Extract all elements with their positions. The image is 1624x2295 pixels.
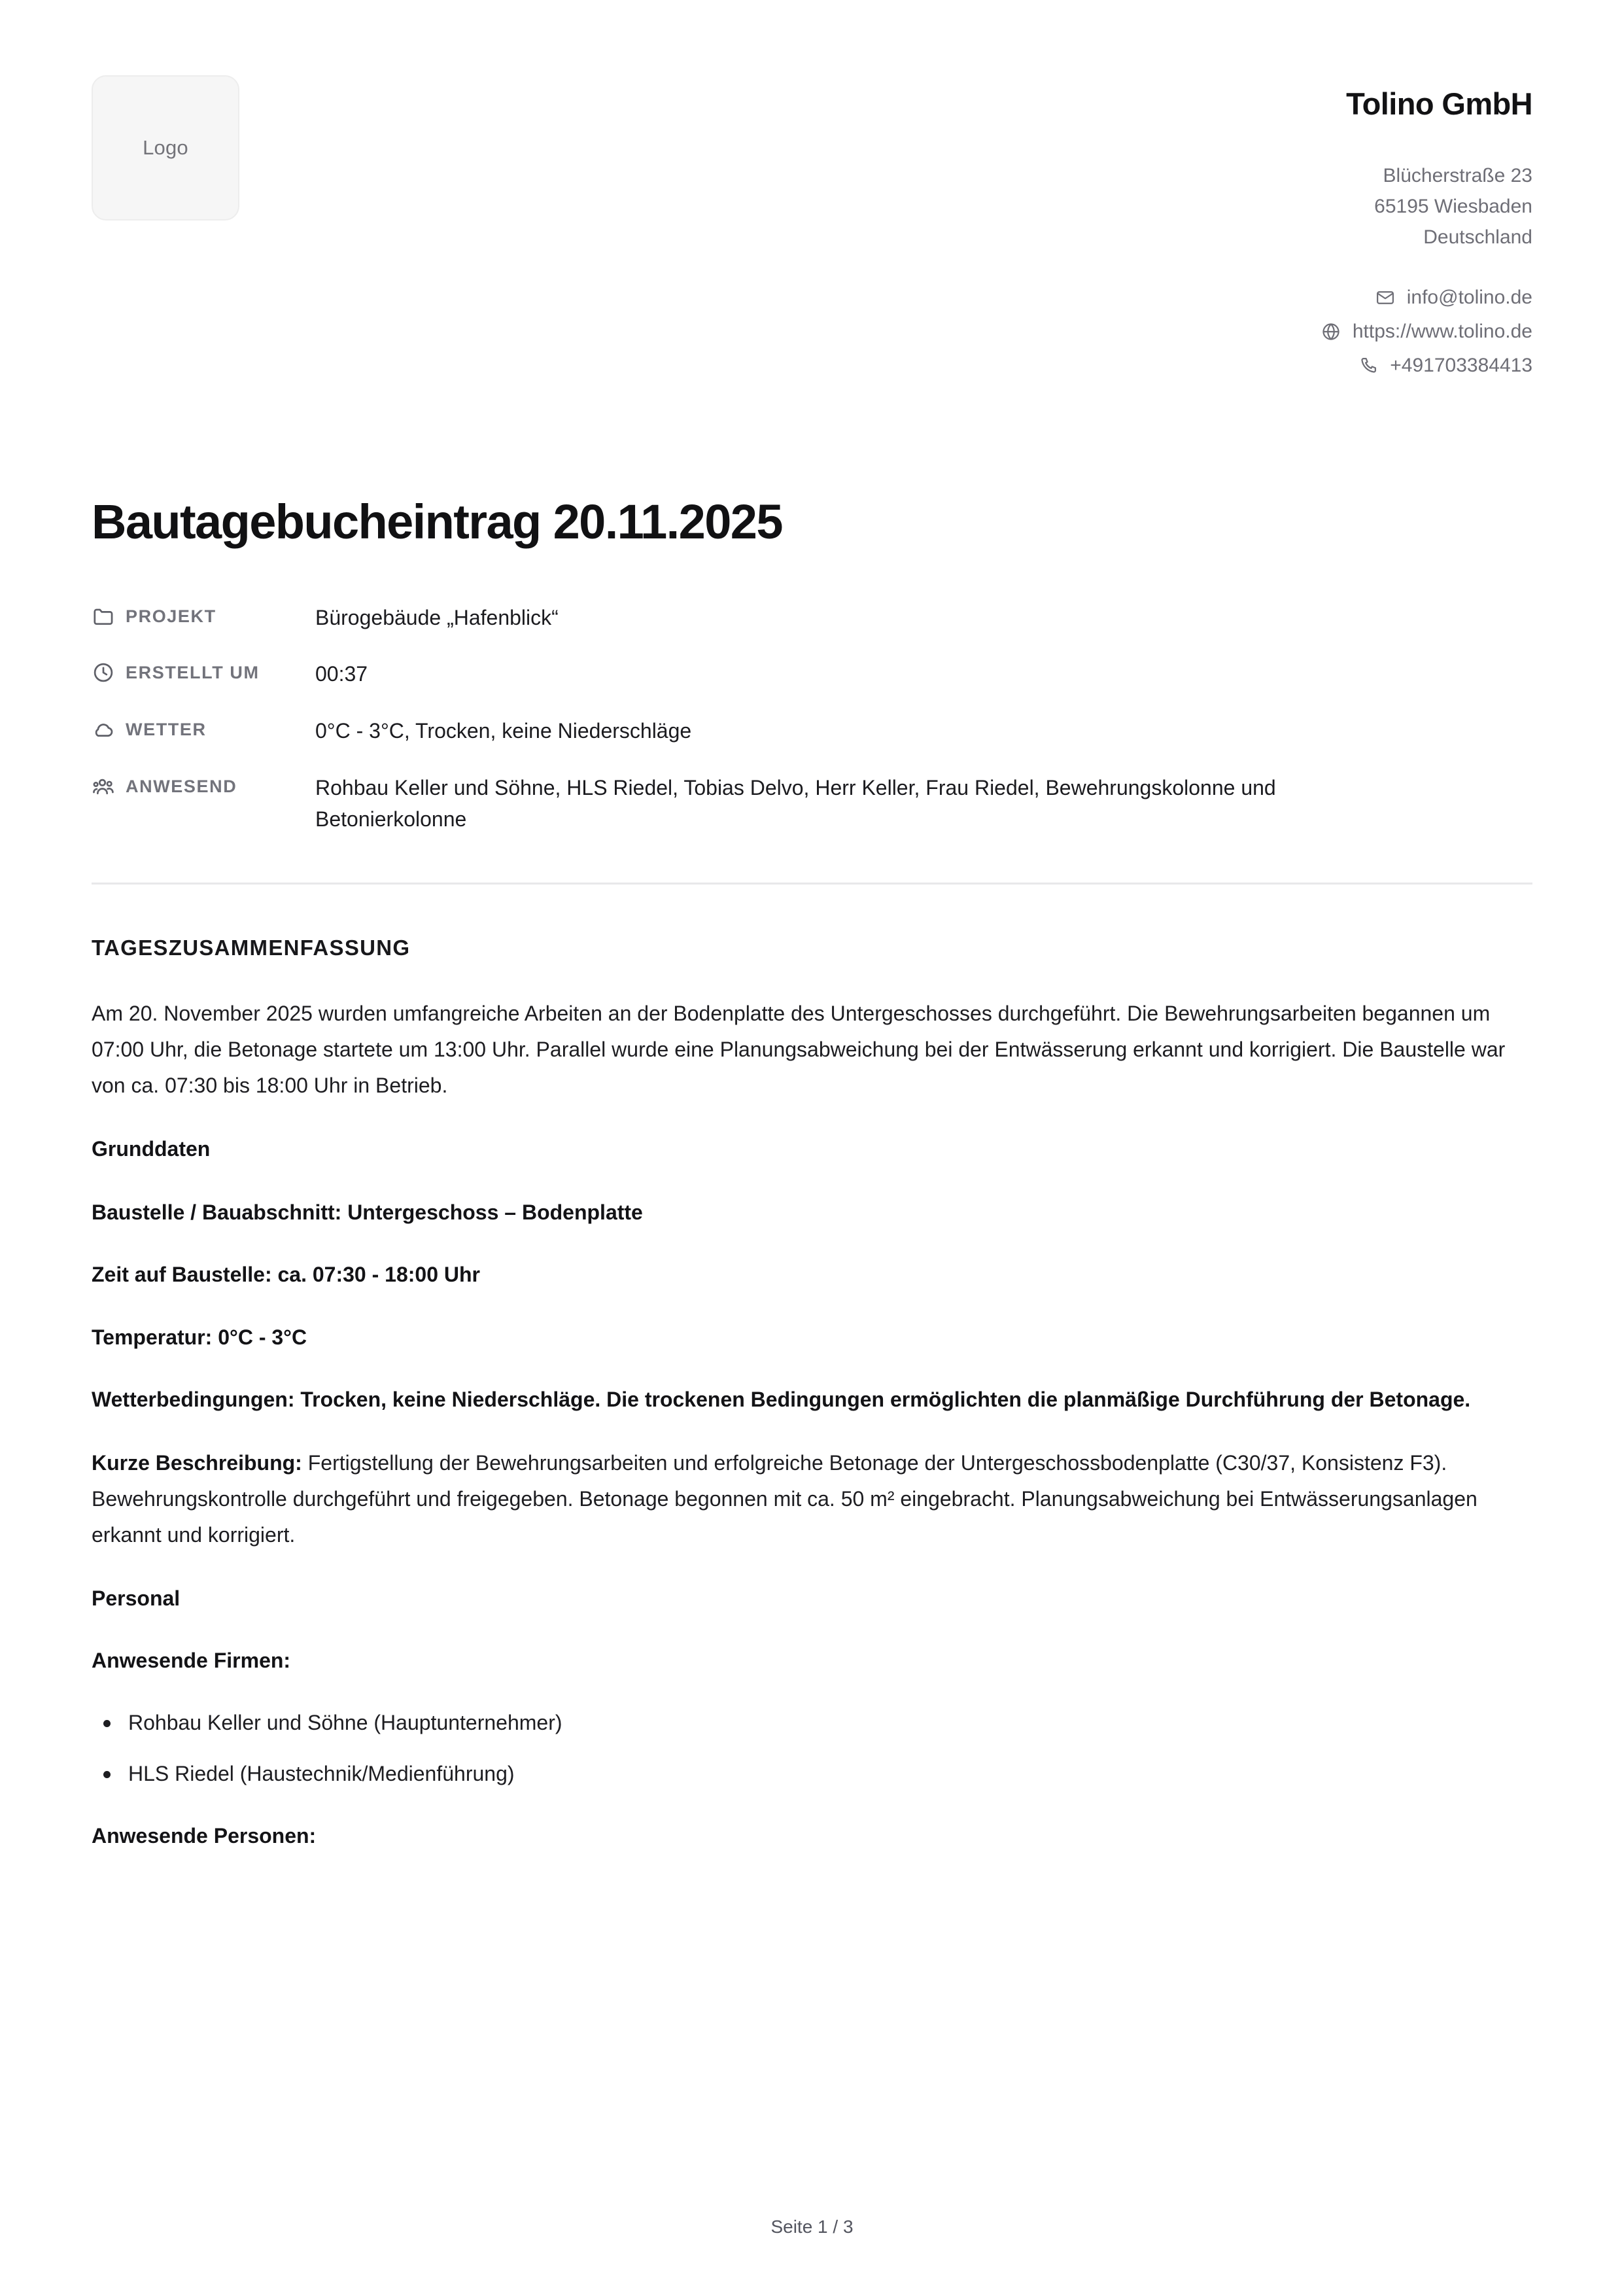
logo-placeholder-label: Logo <box>143 136 188 159</box>
metadata-value-wetter: 0°C - 3°C, Trocken, keine Niederschläge <box>315 718 692 743</box>
contact-email-row <box>1375 286 1532 309</box>
contact-phone-text[interactable]: +491703384413 <box>1390 354 1532 376</box>
page-number-label: Seite 1 / 3 <box>770 2216 854 2237</box>
metadata-label-projekt: PROJEKT <box>126 606 216 626</box>
summary-intro-paragraph: Am 20. November 2025 wurden umfangreiche Arbeiten an der Bodenplatte des Untergeschosses durchgeführt. Die Bewehrungsarbeiten begannen um 07:00 Uhr, die Betonage startete um 13:00 Uhr. Parallel wurde eine Planungsabweichung bei der Entwässerung erkannt und korrigiert. Die Baustelle war von ca. 07:30 bis 18:00 Uhr in Betrieb. <box>92 1001 1506 1097</box>
phone-icon <box>1358 356 1378 376</box>
grunddaten-heading: Grunddaten <box>92 1136 211 1161</box>
page-footer <box>0 2216 1624 2237</box>
grunddaten-baustelle: Baustelle / Bauabschnitt: Untergeschoss – Bodenplatte <box>92 1200 643 1225</box>
personal-heading: Personal <box>92 1586 181 1610</box>
metadata-row-erstellt-um <box>92 658 1532 690</box>
company-name: Tolino GmbH <box>1346 86 1532 121</box>
metadata-list <box>92 602 1532 835</box>
list-item: Rohbau Keller und Söhne (Hauptunternehmer) <box>92 1706 1532 1740</box>
grunddaten-zeit: Zeit auf Baustelle: ca. 07:30 - 18:00 Uhr <box>92 1263 480 1287</box>
page-title: Bautagebucheintrag 20.11.2025 <box>92 494 782 549</box>
contact-email-text[interactable]: info@tolino.de <box>1406 286 1532 308</box>
summary-heading: TAGESZUSAMMENFASSUNG <box>92 935 411 960</box>
cloud-icon <box>92 715 126 741</box>
metadata-row-anwesend <box>92 772 1532 835</box>
metadata-label-erstellt-um: ERSTELLT UM <box>126 663 260 683</box>
metadata-value-erstellt-um: 00:37 <box>315 662 368 686</box>
address-city: 65195 Wiesbaden <box>1374 196 1532 218</box>
company-info-block <box>1321 75 1532 377</box>
anwesende-personen-heading: Anwesende Personen: <box>92 1823 317 1848</box>
metadata-value-anwesend: Rohbau Keller und Söhne, HLS Riedel, Tobias Delvo, Herr Keller, Frau Riedel, Bewehrungskolonne und Betonierkolonne <box>315 775 1276 832</box>
company-contact <box>1321 286 1532 377</box>
company-address <box>1321 160 1532 253</box>
folder-icon <box>92 602 126 628</box>
address-street: Blücherstraße 23 <box>1383 164 1532 186</box>
document-header <box>92 75 1532 377</box>
kurze-beschreibung-label: Kurze Beschreibung: <box>92 1450 302 1475</box>
envelope-icon <box>1375 288 1395 307</box>
metadata-row-wetter <box>92 715 1532 747</box>
grunddaten-wetterbedingungen: Wetterbedingungen: Trocken, keine Niederschläge. Die trockenen Bedingungen ermöglichten die planmäßige Durchführung der Betonage. <box>92 1387 1471 1411</box>
contact-phone-row <box>1358 354 1532 377</box>
metadata-value-projekt: Bürogebäude „Hafenblick“ <box>315 605 559 629</box>
grunddaten-temperatur: Temperatur: 0°C - 3°C <box>92 1325 307 1349</box>
address-country: Deutschland <box>1423 226 1532 249</box>
list-item: HLS Riedel (Haustechnik/Medienführung) <box>92 1757 1532 1791</box>
metadata-label-anwesend: ANWESEND <box>126 776 237 796</box>
clock-icon <box>92 658 126 684</box>
metadata-label-wetter: WETTER <box>126 719 207 739</box>
summary-section <box>92 936 1532 1882</box>
globe-icon <box>1321 322 1341 342</box>
contact-website-row <box>1321 320 1532 343</box>
anwesende-firmen-list <box>92 1706 1532 1790</box>
users-icon <box>92 772 126 798</box>
anwesende-firmen-heading: Anwesende Firmen: <box>92 1649 291 1673</box>
metadata-row-projekt <box>92 602 1532 634</box>
kurze-beschreibung-paragraph <box>92 1445 1532 1553</box>
contact-website-text[interactable]: https://www.tolino.de <box>1352 320 1532 342</box>
logo-placeholder <box>92 75 239 220</box>
section-divider <box>92 883 1532 885</box>
kurze-beschreibung-text: Fertigstellung der Bewehrungsarbeiten und erfolgreiche Betonage der Untergeschossbodenplatte (C30/37, Konsistenz F3). Bewehrungskontrolle durchgeführt und freigegeben. Betonage begonnen mit ca. 50 m² eingebracht. Planungsabweichung bei Entwässerungsanlagen erkannt und korrigiert. <box>92 1450 1477 1547</box>
